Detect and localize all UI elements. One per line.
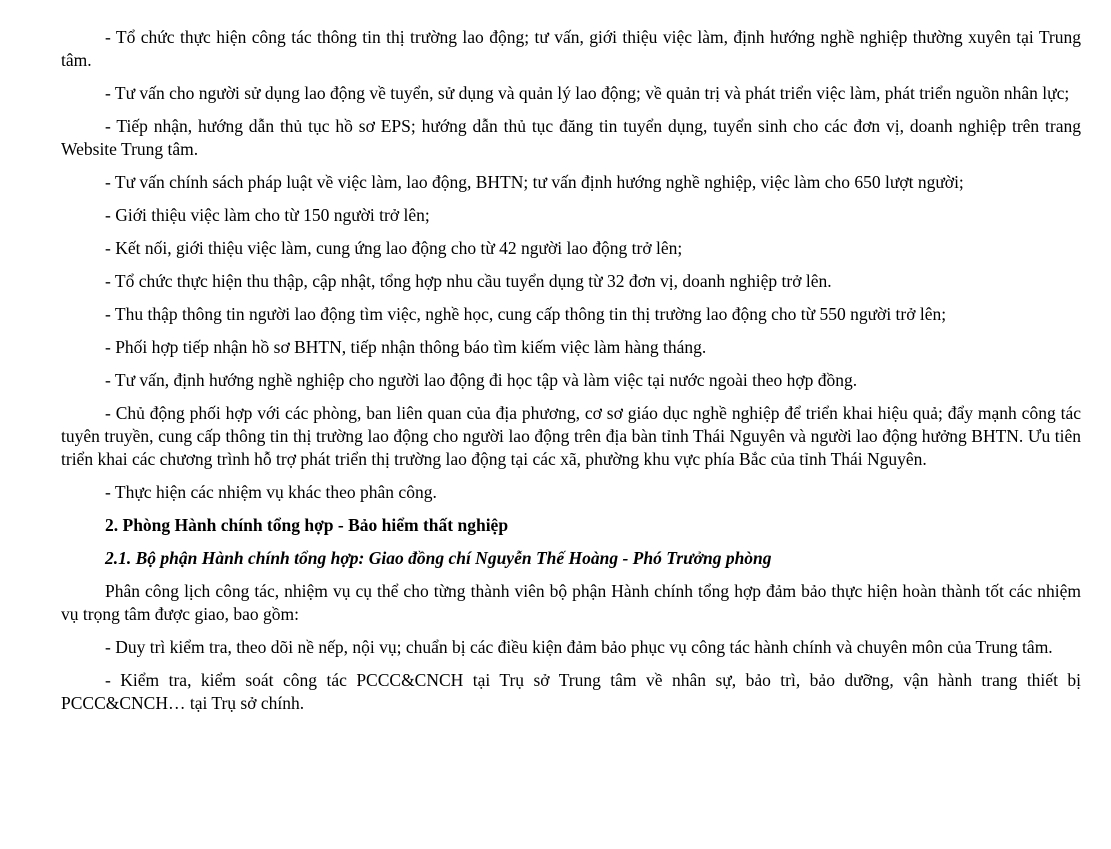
paragraph: - Thực hiện các nhiệm vụ khác theo phân công. — [105, 482, 437, 502]
paragraph: - Kết nối, giới thiệu việc làm, cung ứng lao động cho từ 42 người lao động trở lên; — [105, 238, 683, 258]
paragraph: - Duy trì kiểm tra, theo dõi nề nếp, nội vụ; chuẩn bị các điều kiện đảm bảo phục vụ công tác hành chính và chuyên môn của Trung tâm. — [105, 637, 1053, 657]
paragraph: - Tư vấn chính sách pháp luật về việc làm, lao động, BHTN; tư vấn định hướng nghề nghiệp, việc làm cho 650 lượt người; — [105, 172, 964, 192]
paragraph: - Thu thập thông tin người lao động tìm việc, nghề học, cung cấp thông tin thị trường lao động cho từ 550 người trở lên; — [105, 304, 947, 324]
paragraph: - Tổ chức thực hiện thu thập, cập nhật, tổng hợp nhu cầu tuyển dụng từ 32 đơn vị, doanh nghiệp trở lên. — [105, 271, 832, 291]
paragraph: - Giới thiệu việc làm cho từ 150 người trở lên; — [105, 205, 430, 225]
document-body — [61, 26, 1081, 725]
paragraph: - Tư vấn cho người sử dụng lao động về tuyển, sử dụng và quản lý lao động; về quản trị và phát triển việc làm, phát triển nguồn nhân lực; — [105, 83, 1070, 103]
paragraph: Phân công lịch công tác, nhiệm vụ cụ thể cho từng thành viên bộ phận Hành chính tổng hợp đảm bảo thực hiện hoàn thành tốt các nhiệm vụ trọng tâm được giao, bao gồm: — [61, 581, 1081, 624]
paragraph: - Tổ chức thực hiện công tác thông tin thị trường lao động; tư vấn, giới thiệu việc làm, định hướng nghề nghiệp thường xuyên tại Trung tâm. — [61, 27, 1081, 70]
paragraph: - Tư vấn, định hướng nghề nghiệp cho người lao động đi học tập và làm việc tại nước ngoài theo hợp đồng. — [105, 370, 858, 390]
subsection-heading: 2.1. Bộ phận Hành chính tổng hợp: Giao đồng chí Nguyễn Thế Hoàng - Phó Trưởng phòng — [105, 548, 772, 568]
paragraph: - Chủ động phối hợp với các phòng, ban liên quan của địa phương, cơ sơ giáo dục nghề nghiệp để triển khai hiệu quả; đẩy mạnh công tác tuyên truyền, cung cấp thông tin thị trường lao động cho người lao động trên địa bàn tỉnh Thái Nguyên và người lao động hưởng BHTN. Ưu tiên triển khai các chương trình hỗ trợ phát triển thị trường lao động tại các xã, phường khu vực phía Bắc của tỉnh Thái Nguyên. — [61, 403, 1081, 469]
paragraph: - Kiểm tra, kiểm soát công tác PCCC&CNCH tại Trụ sở Trung tâm về nhân sự, bảo trì, bảo dưỡng, vận hành trang thiết bị PCCC&CNCH… tại Trụ sở chính. — [61, 670, 1081, 713]
section-heading: 2. Phòng Hành chính tổng hợp - Bảo hiểm thất nghiệp — [105, 515, 509, 535]
paragraph: - Phối hợp tiếp nhận hồ sơ BHTN, tiếp nhận thông báo tìm kiếm việc làm hàng tháng. — [105, 337, 707, 357]
paragraph: - Tiếp nhận, hướng dẫn thủ tục hồ sơ EPS; hướng dẫn thủ tục đăng tin tuyển dụng, tuyển sinh cho các đơn vị, doanh nghiệp trên trang Website Trung tâm. — [61, 116, 1081, 159]
